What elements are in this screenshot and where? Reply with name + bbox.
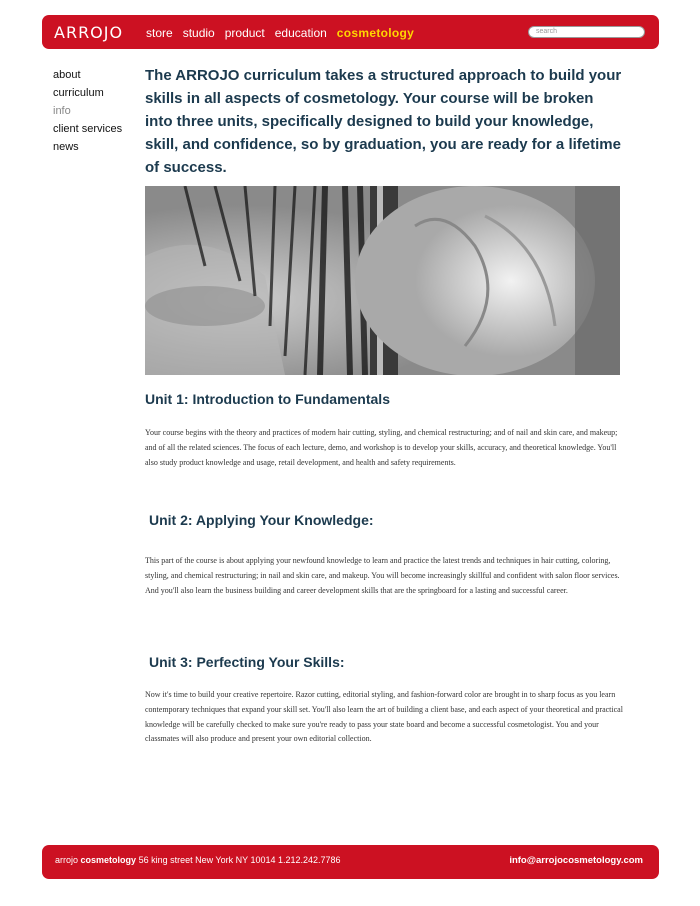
sidebar-item-client-services[interactable]: client services <box>53 123 123 135</box>
nav-studio[interactable]: studio <box>182 26 215 40</box>
sidebar-item-curriculum[interactable]: curriculum <box>53 87 104 99</box>
top-nav-bar <box>42 15 659 49</box>
sidebar-nav <box>53 66 122 156</box>
intro-heading: The ARROJO curriculum takes a structured approach to build your skills in all aspects of cosmetology. Your course will be broken into three units, specifically designed to build your knowledge, skill, and confidence, so by graduation, you are ready for a lifetime of success. <box>145 67 622 176</box>
nav-education[interactable]: education <box>274 26 327 40</box>
footer-brand-prefix: arrojo <box>55 855 79 865</box>
hero-photo <box>145 186 620 375</box>
hair-cutting-photo-illustration <box>145 186 620 375</box>
footer-address: 56 king street New York NY 10014 1.212.242.7786 <box>138 855 341 865</box>
nav-store[interactable]: store <box>146 26 173 40</box>
sidebar-item-news[interactable]: news <box>53 141 79 153</box>
sidebar-item-info[interactable]: info <box>53 105 71 117</box>
search-input[interactable]: search <box>528 26 645 38</box>
main-nav <box>146 26 424 40</box>
footer-brand-bold: cosmetology <box>80 855 137 865</box>
unit-1-body: Your course begins with the theory and practices of modern hair cutting, styling, and chemical restructuring; and of nail and skin care, and makeup; and of all the related sciences. The focus of each lecture, demo, and workshop is to develop your skills, accuracy, and theoretical knowledge. You'll also study product knowledge and usage, retail development, and health and safety requirements. <box>145 428 618 467</box>
unit-2-body: This part of the course is about applying your newfound knowledge to learn and practice the latest trends and techniques in hair cutting, coloring, styling, and chemical restructuring; in nail and skin care, and makeup. You will become increasingly skillful and confident with salon floor services. And you'll also learn the business building and career development skills that are the springboard for a lasting and successful career. <box>145 556 620 595</box>
sidebar-item-about[interactable]: about <box>53 69 81 81</box>
unit-1-title: Unit 1: Introduction to Fundamentals <box>145 391 390 407</box>
unit-3-body: Now it's time to build your creative repertoire. Razor cutting, editorial styling, and fashion-forward color are brought in to sharp focus as you learn contemporary techniques that expand your skill set. You'll also learn the art of building a client base, and each aspect of your theoretical and practical knowledge will be carefully checked to make sure you're ready to pass your state board and become a successful cosmetologist. You and your classmates will also produce and present your own editorial collection. <box>145 690 623 744</box>
footer-bar <box>42 845 659 879</box>
unit-2-title: Unit 2: Applying Your Knowledge: <box>149 512 374 528</box>
arrojo-logo[interactable]: ARROJO <box>54 23 124 42</box>
footer-email-link[interactable]: info@arrojocosmetology.com <box>509 855 643 866</box>
unit-3-title: Unit 3: Perfecting Your Skills: <box>149 654 345 670</box>
nav-product[interactable]: product <box>224 26 265 40</box>
footer-contact <box>55 855 341 865</box>
nav-cosmetology[interactable]: cosmetology <box>336 26 415 40</box>
